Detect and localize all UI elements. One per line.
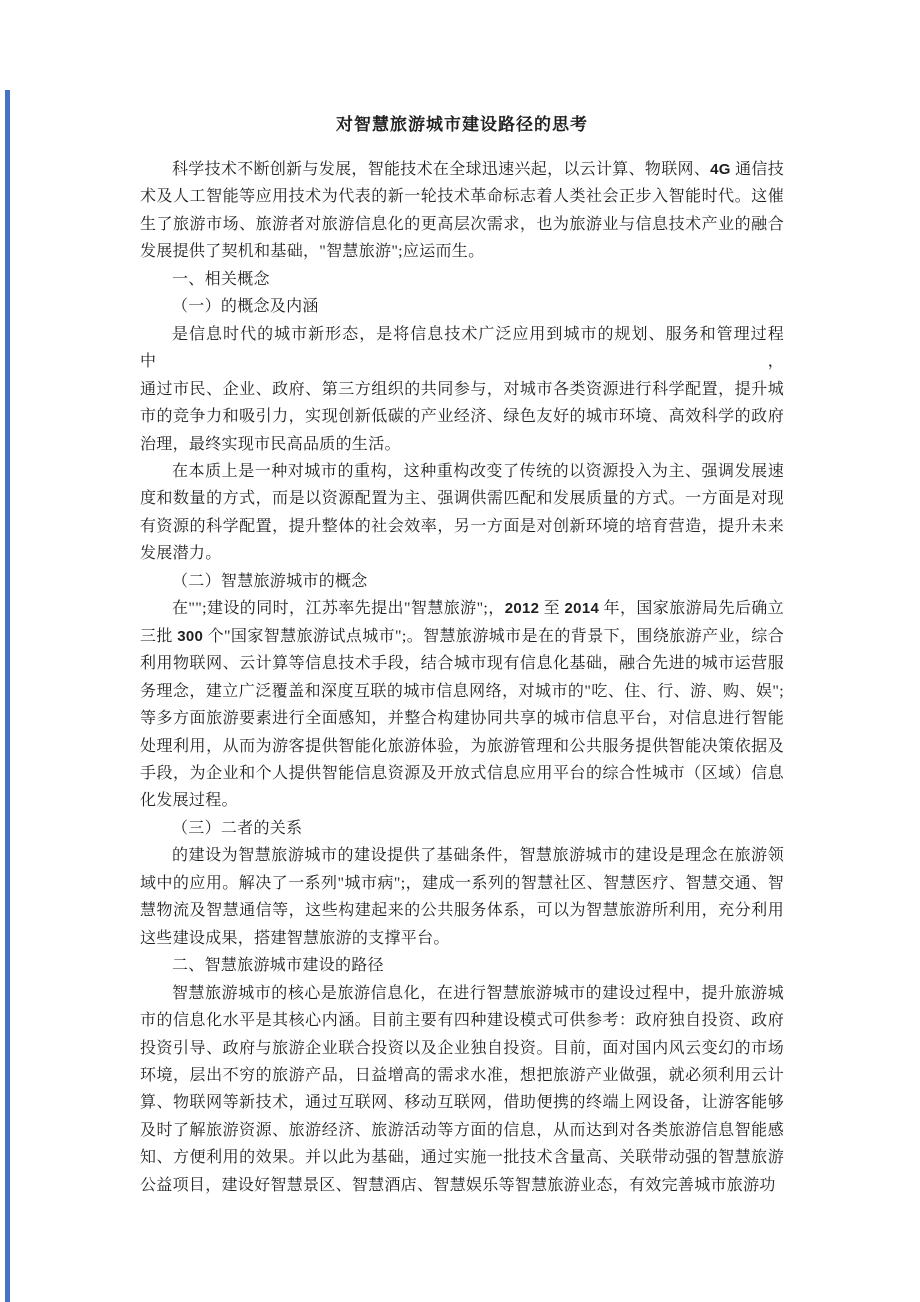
left-margin-accent-bar	[5, 90, 10, 1302]
paragraph-line: 这些建设成果，搭建智慧旅游的支撑平台。	[140, 929, 450, 947]
paragraph-line: 务理念，建立广泛覆盖和深度互联的城市信息网络，对城市的"吃、住、行、游、购、娱";	[140, 682, 784, 700]
paragraph-line: 市的信息化水平是其核心内涵。目前主要有四种建设模式可供参考：政府独自投资、政府	[140, 1012, 784, 1030]
paragraph-line: 慧物流及智慧通信等，这些构建起来的公共服务体系，可以为智慧旅游所利用，充分利用	[140, 902, 784, 920]
paragraph-line: 发展潜力。	[140, 545, 222, 563]
heading-line: （一）的概念及内涵	[172, 298, 319, 316]
paragraph-line: 市的竞争力和吸引力，实现创新低碳的产业经济、绿色友好的城市环境、高效科学的政府	[140, 408, 784, 426]
paragraph-line: 处理利用，从而为游客提供智能化旅游体验，为旅游管理和公共服务提供智能决策依据及	[140, 737, 784, 755]
paragraph-line: 发展提供了契机和基础，"智慧旅游";应运而生。	[140, 243, 485, 261]
heading-line: 二、智慧旅游城市建设的路径	[172, 957, 384, 975]
paragraph-line: 智慧旅游城市的核心是旅游信息化，在进行智慧旅游城市的建设过程中，提升旅游城	[172, 984, 784, 1002]
paragraph-line: 域中的应用。解决了一系列"城市病";，建成一系列的智慧社区、智慧医疗、智慧交通、智	[140, 874, 784, 892]
document-title: 对智慧旅游城市建设路径的思考	[336, 115, 588, 134]
paragraph-line: 化发展过程。	[140, 792, 238, 810]
paragraph-line: 及时了解旅游资源、旅游经济、旅游活动等方面的信息，从而达到对各类旅游信息智能感	[140, 1121, 784, 1139]
paragraph-line: 三批 300 个"国家智慧旅游试点城市";。智慧旅游城市是在的背景下，围绕旅游产业，综合	[140, 627, 784, 645]
paragraph-line: 是信息时代的城市新形态，是将信息技术广泛应用到城市的规划、服务和管理过程中，	[140, 325, 784, 371]
paragraph-line: 公益项目，建设好智慧景区、智慧酒店、智慧娱乐等智慧旅游业态，有效完善城市旅游功	[140, 1176, 776, 1194]
paragraph-line: 在"";建设的同时，江苏率先提出"智慧旅游";，2012 至 2014 年，国家旅游局先后确立	[172, 600, 785, 618]
paragraph-line: 术及人工智能等应用技术为代表的新一轮技术革命标志着人类社会正步入智能时代。这催	[140, 188, 784, 206]
document-content	[140, 111, 784, 1199]
document-body	[140, 156, 784, 1199]
paragraph-line: 利用物联网、云计算等信息技术手段，结合城市现有信息化基础，融合先进的城市运营服	[140, 655, 784, 673]
paragraph-line: 知、方便利用的效果。并以此为基础，通过实施一批技术含量高、关联带动强的智慧旅游	[140, 1149, 784, 1167]
paragraph-line: 有资源的科学配置，提升整体的社会效率，另一方面是对创新环境的培育营造，提升未来	[140, 517, 784, 535]
paragraph-line: 度和数量的方式，而是以资源配置为主、强调供需匹配和发展质量的方式。一方面是对现	[140, 490, 784, 508]
heading-line: 一、相关概念	[172, 270, 270, 288]
paragraph-line: 等多方面旅游要素进行全面感知，并整合构建协同共享的城市信息平台，对信息进行智能	[140, 710, 784, 728]
paragraph-line: 环境，层出不穷的旅游产品，日益增高的需求水准，想把旅游产业做强，就必须利用云计	[140, 1066, 784, 1084]
heading-line: （二）智慧旅游城市的概念	[172, 572, 368, 590]
paragraph-line: 手段，为企业和个人提供智能信息资源及开放式信息应用平台的综合性城市（区域）信息	[140, 764, 784, 782]
paragraph-line: 治理，最终实现市民高品质的生活。	[140, 435, 401, 453]
paragraph-line: 通过市民、企业、政府、第三方组织的共同参与，对城市各类资源进行科学配置，提升城	[140, 380, 784, 398]
heading-line: （三）二者的关系	[172, 819, 303, 837]
paragraph-line: 投资引导、政府与旅游企业联合投资以及企业独自投资。目前，面对国内风云变幻的市场	[140, 1039, 784, 1057]
paragraph-line: 的建设为智慧旅游城市的建设提供了基础条件，智慧旅游城市的建设是理念在旅游领	[172, 847, 784, 865]
paragraph-line: 算、物联网等新技术，通过互联网、移动互联网，借助便携的终端上网设备，让游客能够	[140, 1094, 784, 1112]
paragraph-line: 科学技术不断创新与发展，智能技术在全球迅速兴起，以云计算、物联网、4G 通信技	[172, 161, 785, 178]
paragraph-line: 在本质上是一种对城市的重构，这种重构改变了传统的以资源投入为主、强调发展速	[172, 462, 784, 480]
paragraph-line: 生了旅游市场、旅游者对旅游信息化的更高层次需求，也为旅游业与信息技术产业的融合	[140, 215, 784, 233]
